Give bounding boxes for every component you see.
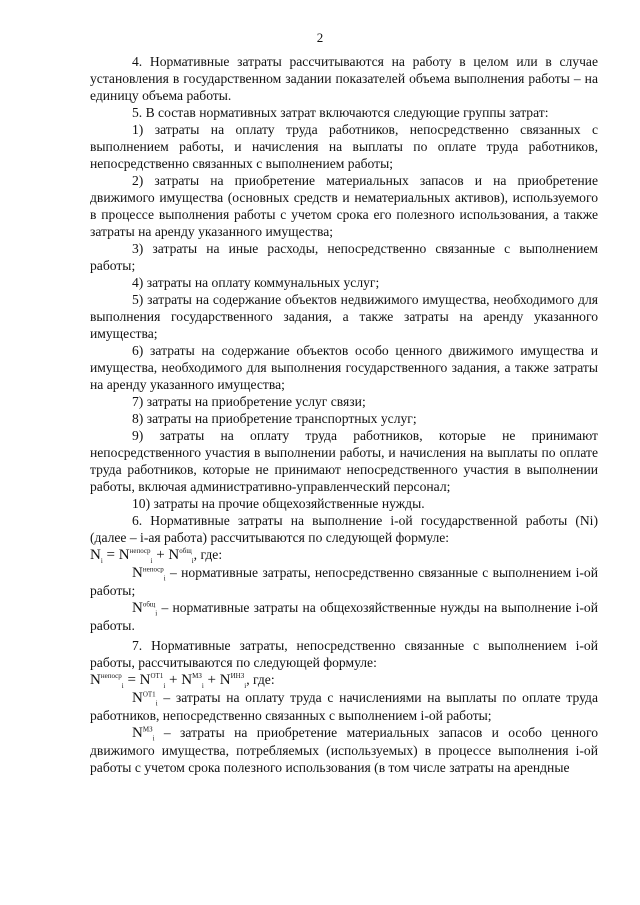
- definition-ot1: [90, 689, 598, 724]
- formula-symbol: N: [139, 672, 151, 688]
- formula-subscript: i: [191, 557, 194, 565]
- definition-text: – затраты на оплату труда с начислениями на выплаты по оплате труда работников, непосредственно связанных с выполнением i-ой работы;: [90, 690, 598, 723]
- definition-subscript: i: [155, 699, 158, 708]
- definition-subscript: i: [152, 734, 155, 743]
- list-item-4: 4) затраты на оплату коммунальных услуг;: [132, 275, 380, 290]
- list-item-2: 2) затраты на приобретение материальных запасов и на приобретение движимого имущества (основных средств и нематериальных активов), используемого в процессе выполнения работы с учетом срока его полезного использования, а также затраты на аренду указанного имущества;: [90, 173, 598, 239]
- paragraph-5: 5. В состав нормативных затрат включаются следующие группы затрат:: [132, 105, 549, 120]
- formula-superscript: общ: [179, 547, 192, 555]
- definition-mz: [90, 724, 598, 776]
- definition-superscript: общ: [142, 600, 156, 609]
- list-item-8: 8) затраты на приобретение транспортных услуг;: [132, 411, 417, 426]
- list-item-10: 10) затраты на прочие общехозяйственные нужды.: [132, 496, 425, 511]
- definition-symbol: N: [132, 565, 143, 581]
- formula-symbol: N: [219, 672, 231, 688]
- definition-text: – затраты на приобретение материальных запасов и особо ценного движимого имущества, потребляемых (используемых) в процессе выполнения i-ой работы с учетом срока полезного использования (в том числе затраты на арендные: [90, 725, 598, 775]
- formula-superscript: ОТ1: [150, 672, 164, 680]
- formula-subscript: i: [163, 682, 166, 690]
- formula-operator: =: [127, 672, 136, 688]
- formula-nepоsr: [90, 671, 598, 689]
- formula-symbol: N: [181, 672, 193, 688]
- document-body: [90, 53, 598, 776]
- definition-subscript: i: [155, 609, 158, 618]
- formula-subscript: i: [100, 557, 103, 565]
- formula-ni: [90, 546, 598, 564]
- definition-superscript: ОТ1: [142, 690, 156, 699]
- definition-symbol: N: [132, 600, 143, 616]
- formula-tail: , где:: [246, 672, 275, 687]
- formula-subscript: i: [121, 682, 124, 690]
- formula-symbol: N: [168, 547, 180, 563]
- formula-superscript: МЗ: [192, 672, 202, 680]
- formula-subscript: i: [201, 682, 204, 690]
- formula-superscript: ИНЗ: [230, 672, 245, 680]
- definition-subscript: i: [163, 574, 166, 583]
- definition-symbol: N: [132, 690, 143, 706]
- formula-tail: , где:: [193, 547, 223, 562]
- paragraph-4: 4. Нормативные затраты рассчитываются на работу в целом или в случае установления в государственном задании показателей объема выполнения работы – на единицу объема работы.: [90, 54, 598, 103]
- formula-subscript: i: [244, 682, 247, 690]
- list-item-6: 6) затраты на содержание объектов особо ценного движимого имущества и имущества, необходимого для выполнения государственного задания, а также затраты на аренду указанного имущества;: [90, 343, 598, 392]
- definition-symbol: N: [132, 725, 143, 741]
- definition-superscript: МЗ: [142, 725, 153, 734]
- formula-symbol: N: [90, 547, 101, 563]
- definition-text: – нормативные затраты, непосредственно связанные с выполнением i-ой работы;: [90, 565, 598, 598]
- definition-obsch: [90, 599, 598, 634]
- paragraph-6: 6. Нормативные затраты на выполнение i-ой государственной работы (Ni) (далее – i-ая работа) рассчитываются по следующей формуле:: [90, 513, 598, 545]
- formula-operator: =: [106, 547, 116, 563]
- definition-nepоsr: [90, 564, 598, 599]
- list-item-5: 5) затраты на содержание объектов недвижимого имущества, необходимого для выполнения государственного задания, а также затраты на аренду указанного имущества;: [90, 292, 598, 341]
- formula-symbol: N: [118, 547, 130, 563]
- formula-operator: +: [207, 672, 217, 688]
- definition-superscript: непоср: [142, 565, 164, 574]
- formula-subscript: i: [150, 557, 153, 565]
- list-item-1: 1) затраты на оплату труда работников, непосредственно связанных с выполнением работы, и начисления на выплаты по оплате труда работников, непосредственно связанных с выполнением работы;: [90, 122, 598, 171]
- definition-text: – нормативные затраты на общехозяйственные нужды на выполнение i-ой работы.: [90, 600, 598, 633]
- formula-symbol: N: [90, 672, 101, 688]
- paragraph-7: 7. Нормативные затраты, непосредственно связанные с выполнением i-ой работы, рассчитываются по следующей формуле:: [90, 638, 598, 670]
- formula-operator: +: [156, 547, 165, 563]
- list-item-7: 7) затраты на приобретение услуг связи;: [132, 394, 366, 409]
- list-item-9: 9) затраты на оплату труда работников, которые не принимают непосредственного участия в выполнении работы, и начисления на выплаты по оплате труда работников, которые не принимают непосредственного участия в выполнении работы, включая административно-управленческий персонал;: [90, 428, 598, 494]
- formula-superscript: непоср: [129, 547, 151, 555]
- formula-superscript: непоср: [100, 672, 122, 680]
- page-number: 2: [316, 30, 324, 45]
- list-item-3: 3) затраты на иные расходы, непосредственно связанные с выполнением работы;: [90, 241, 598, 273]
- formula-operator: +: [169, 672, 178, 688]
